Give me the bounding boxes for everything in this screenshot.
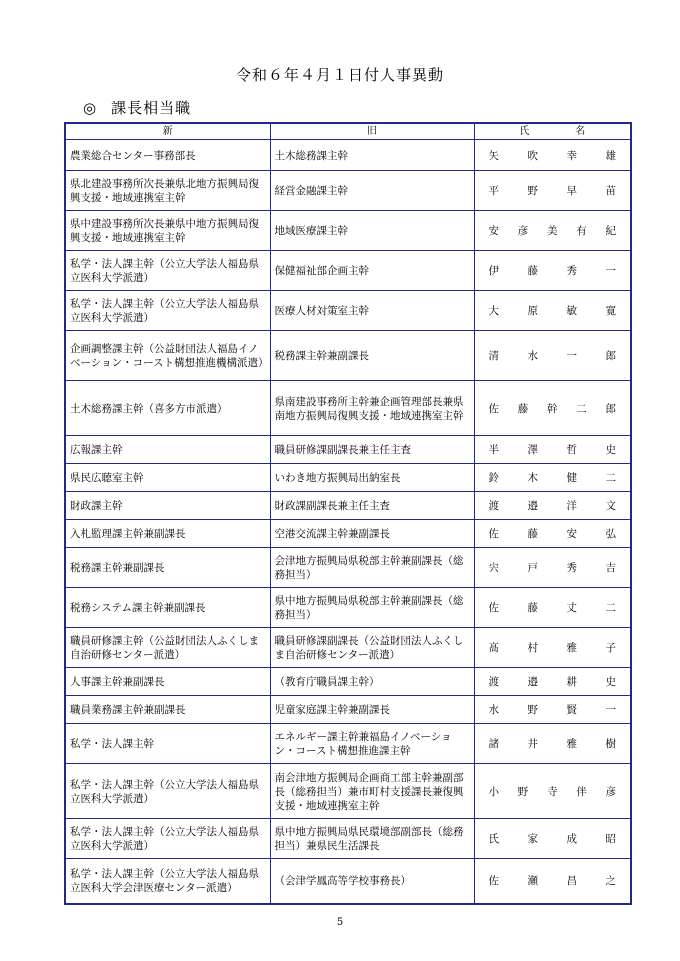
table-row [65, 331, 631, 381]
name-char: 野 [527, 704, 538, 716]
name-char: 木 [527, 472, 538, 484]
new-position-cell: 私学・法人課主幹（公立大学法人福島県立医科大学派遣） [65, 251, 270, 291]
name-char: 矢 [488, 149, 499, 162]
name-char: 大 [488, 305, 499, 317]
header-name [474, 123, 631, 140]
name-char: 伴 [576, 785, 587, 798]
old-position-cell: 空港交流課主幹兼副課長 [270, 520, 474, 548]
new-position-cell: 農業総合センター事務部長 [65, 140, 270, 171]
name-char: 成 [566, 833, 577, 845]
person-name-cell [474, 520, 631, 548]
name-char: 藤 [527, 528, 538, 540]
person-name-cell [474, 548, 631, 588]
table-row [65, 291, 631, 331]
section-title: 課長相当職 [111, 99, 192, 117]
name-char: 早 [566, 185, 577, 197]
new-position-cell: 県北建設事務所次長兼県北地方振興局復興支援・地域連携室主幹 [65, 171, 270, 211]
old-position-cell: 保健福祉部企画主幹 [270, 251, 474, 291]
name-char: 洋 [566, 500, 577, 512]
section-mark: ◎ [83, 99, 98, 117]
name-char: 一 [566, 350, 577, 362]
new-position-cell: 広報課主幹 [65, 436, 270, 464]
name-char: 諸 [488, 738, 499, 750]
name-char: 一 [605, 265, 616, 277]
table-row [65, 588, 631, 628]
table-row [65, 436, 631, 464]
name-char: 哲 [566, 444, 577, 456]
name-char: 邉 [527, 500, 538, 512]
new-position-cell: 税務システム課主幹兼副課長 [65, 588, 270, 628]
page-number: 5 [336, 917, 344, 928]
name-char: 伊 [488, 265, 499, 277]
old-position-cell: （教育庁職員課主幹） [270, 668, 474, 696]
old-position-cell: 医療人材対策室主幹 [270, 291, 474, 331]
old-position-cell: 職員研修課副課長（公益財団法人ふくしま自治研修センター派遣） [270, 628, 474, 668]
name-char: 寛 [605, 305, 616, 317]
name-char: 佐 [488, 875, 499, 888]
name-char: 子 [605, 642, 616, 654]
name-char: 史 [605, 444, 616, 456]
name-char: 彦 [517, 225, 529, 237]
name-char: 澤 [527, 444, 538, 456]
name-char: 雅 [566, 642, 577, 654]
new-position-cell: 県民広聴室主幹 [65, 464, 270, 492]
name-char: 二 [576, 402, 587, 415]
name-char: 清 [488, 350, 499, 362]
person-name-cell [474, 724, 631, 764]
name-char: 文 [605, 500, 616, 512]
table-row [65, 628, 631, 668]
person-name-cell [474, 696, 631, 724]
new-position-cell: 私学・法人課主幹（公立大学法人福島県立医科大学派遣） [65, 291, 270, 331]
name-char: 秀 [566, 562, 577, 574]
new-position-cell: 私学・法人課主幹（公立大学法人福島県立医科大学派遣） [65, 764, 270, 819]
old-position-cell: 経営金融課主幹 [270, 171, 474, 211]
old-position-cell: 児童家庭課主幹兼副課長 [270, 696, 474, 724]
name-char: 吹 [527, 149, 538, 162]
name-char: 昌 [566, 875, 577, 888]
name-char: 耕 [566, 676, 577, 688]
header-name-char: 氏 [519, 125, 530, 137]
person-name-cell [474, 331, 631, 381]
name-char: 安 [488, 225, 499, 237]
name-char: 賢 [566, 704, 577, 716]
name-char: 秀 [566, 265, 577, 277]
personnel-table [64, 122, 632, 905]
table-header-row [65, 123, 631, 140]
name-char: 渡 [488, 500, 499, 512]
person-name-cell [474, 492, 631, 520]
name-char: 半 [488, 444, 499, 456]
name-char: 彦 [605, 785, 616, 798]
table-row [65, 381, 631, 436]
name-char: 原 [527, 305, 538, 317]
name-char: 家 [527, 833, 538, 845]
name-char: 瀬 [527, 875, 538, 888]
document-title: 令和６年４月１日付人事異動 [235, 66, 444, 84]
new-position-cell: 私学・法人課主幹（公立大学法人福島県立医科大学派遣） [65, 819, 270, 859]
section-heading [83, 97, 191, 118]
name-char: 美 [547, 225, 558, 237]
table-row [65, 251, 631, 291]
name-char: 樹 [605, 738, 616, 750]
person-name-cell [474, 291, 631, 331]
name-char: 寺 [547, 785, 558, 798]
new-position-cell: 私学・法人課主幹（公立大学法人福島県立医科大学会津医療センター派遣） [65, 859, 270, 904]
header-name-char: 名 [575, 125, 586, 137]
name-char: 雄 [605, 149, 616, 162]
new-position-cell: 私学・法人課主幹 [65, 724, 270, 764]
old-position-cell: 税務課主幹兼副課長 [270, 331, 474, 381]
name-char: 佐 [488, 602, 499, 614]
old-position-cell: エネルギー課主幹兼福島イノベーション・コースト構想推進課主幹 [270, 724, 474, 764]
person-name-cell [474, 859, 631, 904]
person-name-cell [474, 381, 631, 436]
table-row [65, 819, 631, 859]
name-char: 藤 [527, 602, 538, 614]
table-row [65, 171, 631, 211]
name-char: 紀 [605, 225, 616, 237]
header-new: 新 [65, 123, 270, 140]
name-char: 幸 [566, 149, 577, 162]
name-char: 一 [605, 704, 616, 716]
name-char: 安 [566, 528, 577, 540]
name-char: 宍 [488, 562, 499, 574]
name-char: 丈 [566, 602, 577, 614]
table-row [65, 764, 631, 819]
old-position-cell: 職員研修課副課長兼主任主査 [270, 436, 474, 464]
name-char: 郎 [605, 350, 616, 362]
name-char: 二 [605, 602, 616, 614]
old-position-cell: （会津学鳳高等学校事務長） [270, 859, 474, 904]
name-char: 水 [488, 704, 499, 716]
name-char: 有 [576, 225, 587, 237]
table-row [65, 492, 631, 520]
name-char: 雅 [566, 738, 577, 750]
name-char: 昭 [605, 833, 616, 845]
old-position-cell: 地域医療課主幹 [270, 211, 474, 251]
name-char: 史 [605, 676, 616, 688]
name-char: 佐 [488, 528, 499, 540]
table-row [65, 140, 631, 171]
old-position-cell: 財政課副課長兼主任主査 [270, 492, 474, 520]
name-char: 戸 [527, 562, 538, 574]
person-name-cell [474, 628, 631, 668]
new-position-cell: 人事課主幹兼副課長 [65, 668, 270, 696]
new-position-cell: 土木総務課主幹（喜多方市派遣） [65, 381, 270, 436]
name-char: 野 [517, 785, 529, 798]
name-char: 藤 [527, 265, 538, 277]
name-char: 二 [605, 472, 616, 484]
name-char: 藤 [517, 402, 529, 415]
person-name-cell [474, 819, 631, 859]
person-name-cell [474, 668, 631, 696]
person-name-cell [474, 464, 631, 492]
name-char: 水 [527, 350, 538, 362]
old-position-cell: 県中地方振興局県税部主幹兼副課長（総務担当） [270, 588, 474, 628]
name-char: 野 [527, 185, 538, 197]
name-char: 郎 [605, 402, 616, 415]
name-char: 苗 [605, 185, 616, 197]
new-position-cell: 入札監理課主幹兼副課長 [65, 520, 270, 548]
name-char: 渡 [488, 676, 499, 688]
person-name-cell [474, 251, 631, 291]
person-name-cell [474, 764, 631, 819]
name-char: 邉 [527, 676, 538, 688]
old-position-cell: 県中地方振興局県民環境部副部長（総務担当）兼県民生活課長 [270, 819, 474, 859]
name-char: 幹 [547, 402, 558, 415]
person-name-cell [474, 436, 631, 464]
name-char: 髙 [488, 642, 499, 654]
name-char: 佐 [488, 402, 499, 415]
table-row [65, 520, 631, 548]
new-position-cell: 企画調整課主幹（公益財団法人福島イノベーション・コースト構想推進機構派遣） [65, 331, 270, 381]
old-position-cell: 会津地方振興局県税部主幹兼副課長（総務担当） [270, 548, 474, 588]
person-name-cell [474, 588, 631, 628]
name-char: 平 [488, 185, 499, 197]
old-position-cell: 土木総務課主幹 [270, 140, 474, 171]
name-char: 之 [605, 875, 616, 888]
name-char: 井 [527, 738, 538, 750]
table-row [65, 668, 631, 696]
header-old: 旧 [270, 123, 474, 140]
old-position-cell: いわき地方振興局出納室長 [270, 464, 474, 492]
new-position-cell: 職員業務課主幹兼副課長 [65, 696, 270, 724]
new-position-cell: 県中建設事務所次長兼県中地方振興局復興支援・地域連携室主幹 [65, 211, 270, 251]
person-name-cell [474, 171, 631, 211]
table-row [65, 696, 631, 724]
new-position-cell: 財政課主幹 [65, 492, 270, 520]
table-row [65, 464, 631, 492]
person-name-cell [474, 211, 631, 251]
new-position-cell: 職員研修課主幹（公益財団法人ふくしま自治研修センター派遣） [65, 628, 270, 668]
name-char: 鈴 [488, 472, 499, 484]
name-char: 健 [566, 472, 577, 484]
name-char: 村 [527, 642, 538, 654]
table-row [65, 724, 631, 764]
name-char: 氏 [488, 833, 499, 845]
old-position-cell: 県南建設事務所主幹兼企画管理部長兼県南地方振興局復興支援・地域連携室主幹 [270, 381, 474, 436]
name-char: 弘 [605, 528, 616, 540]
new-position-cell: 税務課主幹兼副課長 [65, 548, 270, 588]
table-row [65, 548, 631, 588]
table-row [65, 859, 631, 904]
old-position-cell: 南会津地方振興局企画商工部主幹兼副部長（総務担当）兼市町村支援課長兼復興支援・地域連携室主幹 [270, 764, 474, 819]
table-row [65, 211, 631, 251]
name-char: 吉 [605, 562, 616, 574]
person-name-cell [474, 140, 631, 171]
name-char: 敏 [566, 305, 577, 317]
name-char: 小 [488, 785, 499, 798]
